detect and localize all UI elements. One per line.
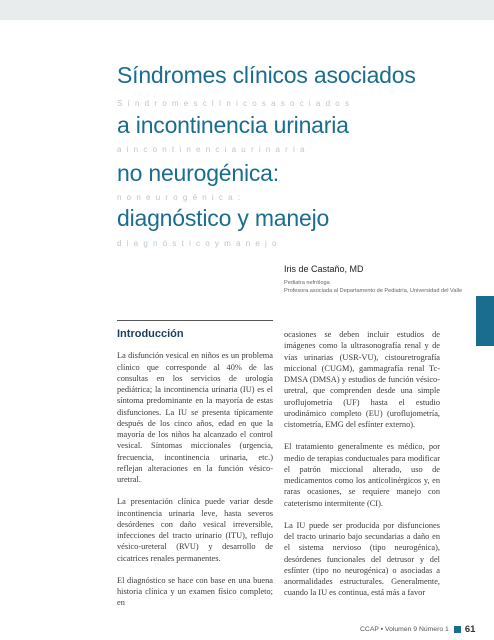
- title-echo-4: d i a g n ó s t i c o y m a n e j o: [117, 239, 277, 248]
- paragraph: La presentación clínica puede variar desde incontinencia urinaria leve, hasta severos desórdenes con daño vesical irreversible, infecciones del tracto urinario (ITU), reflujo vésico-ureteral (RVU) y desarrollo de cicatrices renales permanentes.: [117, 497, 273, 563]
- column-spacer: [284, 322, 440, 323]
- author-name: Iris de Castaño, MD: [284, 264, 364, 274]
- column-rule: [117, 320, 273, 321]
- title-line-1: Síndromes clínicos asociados: [117, 62, 416, 88]
- side-tab-marker: [476, 296, 494, 346]
- paragraph: La disfunción vesical en niños es un problema clínico que corresponde al 40% de las consultas en los servicios de urología pediátrica; la incontinencia urinaria (IU) es el síntoma predominante en la mayoría de estas disfunciones. La IU se presenta típicamente después de los cinco años, edad en que la mayoría de los niños ha alcanzado el control vesical. Síntomas miccionales (urgencia, frecuencia, incontinencia urinaria, etc.) reflejan alteraciones en la función vésico-uretral.: [117, 351, 273, 484]
- author-block: [284, 264, 464, 296]
- top-band: [0, 0, 494, 20]
- title-line-2: a incontinencia urinaria: [117, 112, 349, 138]
- title-line-3: no neurogénica:: [117, 160, 279, 186]
- right-column: [284, 322, 440, 610]
- author-role-2: Profesora asociada al Departamento de Pediatría, Universidad del Valle: [284, 287, 463, 294]
- paragraph: El tratamiento generalmente es médico, por medio de terapias conductuales para modificar el patrón miccional alterado, uso de medicamentos como los anticolinérgicos y, en raras ocasiones, se requiere manejo con cateterismo intermitente (CI).: [284, 442, 440, 508]
- square-bullet-icon: [454, 626, 461, 633]
- section-heading: Introducción: [117, 328, 184, 340]
- paragraph: La IU puede ser producida por disfunciones del tracto urinario bajo secundarias a daño en el sistema nervioso (tipo neurogénica), desórdenes funcionales del detrusor y del esfínter (tipo no neurogénica) o asociadas a anormalidades estructurales. Generalmente, cuando la IU es continua, está más a favor: [284, 520, 440, 598]
- page-number: 61: [464, 624, 476, 635]
- paragraph: ocasiones se deben incluir estudios de imágenes como la ultrasonografía renal y de vías urinarias (USR-VU), cistouretrografía miccional (CUGM), gammagrafía renal Tc-DMSA (DMSA) y estudios de función vésico-uretral, que comprenden desde una simple uroflujometría (UF) hasta el estudio urodinámico completo (EU) (uroflujometría, cistometría, EMG del esfínter externo).: [284, 330, 440, 429]
- left-column: [117, 320, 273, 620]
- title-echo-3: n o n e u r o g é n i c a :: [117, 193, 241, 202]
- title-echo-1: S í n d r o m e s c l í n i c o s a s o c i a d o s: [117, 99, 349, 108]
- journal-reference: CCAP ▪ Volumen 9 Número 1: [360, 626, 449, 633]
- paragraph: El diagnóstico se hace con base en una buena historia clínica y un examen físico completo; en: [117, 575, 273, 608]
- author-role-1: Pediatra nefróloga: [284, 280, 330, 286]
- title-echo-2: a i n c o n t i n e n c i a u r i n a r i a: [117, 145, 305, 154]
- title-line-4: diagnóstico y manejo: [117, 205, 330, 231]
- page-footer: [360, 624, 475, 635]
